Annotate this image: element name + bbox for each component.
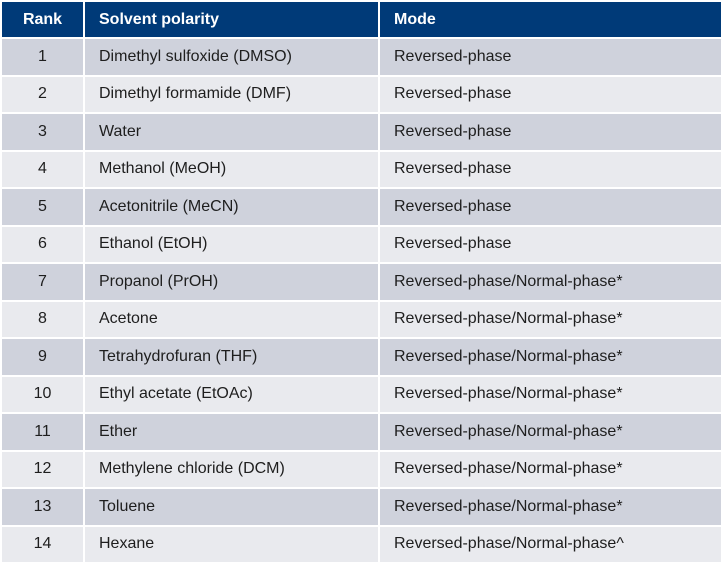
solvent-cell: Ethanol (EtOH) [85, 227, 380, 265]
solvent-cell: Methylene chloride (DCM) [85, 452, 380, 490]
solvent-cell: Acetone [85, 302, 380, 340]
mode-cell: Reversed-phase [380, 39, 721, 77]
table-row [2, 189, 721, 227]
mode-cell: Reversed-phase [380, 77, 721, 115]
mode-cell: Reversed-phase/Normal-phase^ [380, 527, 721, 565]
mode-cell: Reversed-phase [380, 189, 721, 227]
mode-column-header: Mode [380, 2, 721, 39]
rank-cell: 1 [2, 39, 85, 77]
table-body [2, 39, 721, 564]
solvent-cell: Hexane [85, 527, 380, 565]
rank-cell: 14 [2, 527, 85, 565]
table-row [2, 77, 721, 115]
table-row [2, 339, 721, 377]
solvent-cell: Ether [85, 414, 380, 452]
solvent-cell: Ethyl acetate (EtOAc) [85, 377, 380, 415]
rank-cell: 12 [2, 452, 85, 490]
solvent-cell: Dimethyl formamide (DMF) [85, 77, 380, 115]
rank-cell: 8 [2, 302, 85, 340]
mode-cell: Reversed-phase/Normal-phase* [380, 377, 721, 415]
table-header-row [2, 2, 721, 39]
solvent-cell: Tetrahydrofuran (THF) [85, 339, 380, 377]
table-row [2, 114, 721, 152]
mode-cell: Reversed-phase/Normal-phase* [380, 414, 721, 452]
table-row [2, 39, 721, 77]
table-row [2, 527, 721, 565]
rank-cell: 3 [2, 114, 85, 152]
solvent-table-container [2, 2, 721, 564]
solvent-polarity-table [2, 2, 721, 564]
mode-cell: Reversed-phase [380, 227, 721, 265]
rank-cell: 9 [2, 339, 85, 377]
table-row [2, 414, 721, 452]
rank-column-header: Rank [2, 2, 85, 39]
table-row [2, 452, 721, 490]
mode-cell: Reversed-phase/Normal-phase* [380, 452, 721, 490]
rank-cell: 4 [2, 152, 85, 190]
table-row [2, 377, 721, 415]
mode-cell: Reversed-phase/Normal-phase* [380, 302, 721, 340]
table-row [2, 152, 721, 190]
table-row [2, 302, 721, 340]
mode-cell: Reversed-phase [380, 152, 721, 190]
rank-cell: 13 [2, 489, 85, 527]
solvent-cell: Methanol (MeOH) [85, 152, 380, 190]
solvent-column-header: Solvent polarity [85, 2, 380, 39]
rank-cell: 2 [2, 77, 85, 115]
rank-cell: 11 [2, 414, 85, 452]
table-row [2, 264, 721, 302]
solvent-cell: Toluene [85, 489, 380, 527]
mode-cell: Reversed-phase/Normal-phase* [380, 264, 721, 302]
solvent-cell: Water [85, 114, 380, 152]
mode-cell: Reversed-phase/Normal-phase* [380, 339, 721, 377]
rank-cell: 6 [2, 227, 85, 265]
solvent-cell: Acetonitrile (MeCN) [85, 189, 380, 227]
solvent-cell: Propanol (PrOH) [85, 264, 380, 302]
mode-cell: Reversed-phase/Normal-phase* [380, 489, 721, 527]
rank-cell: 7 [2, 264, 85, 302]
solvent-cell: Dimethyl sulfoxide (DMSO) [85, 39, 380, 77]
rank-cell: 5 [2, 189, 85, 227]
table-row [2, 489, 721, 527]
table-row [2, 227, 721, 265]
mode-cell: Reversed-phase [380, 114, 721, 152]
rank-cell: 10 [2, 377, 85, 415]
